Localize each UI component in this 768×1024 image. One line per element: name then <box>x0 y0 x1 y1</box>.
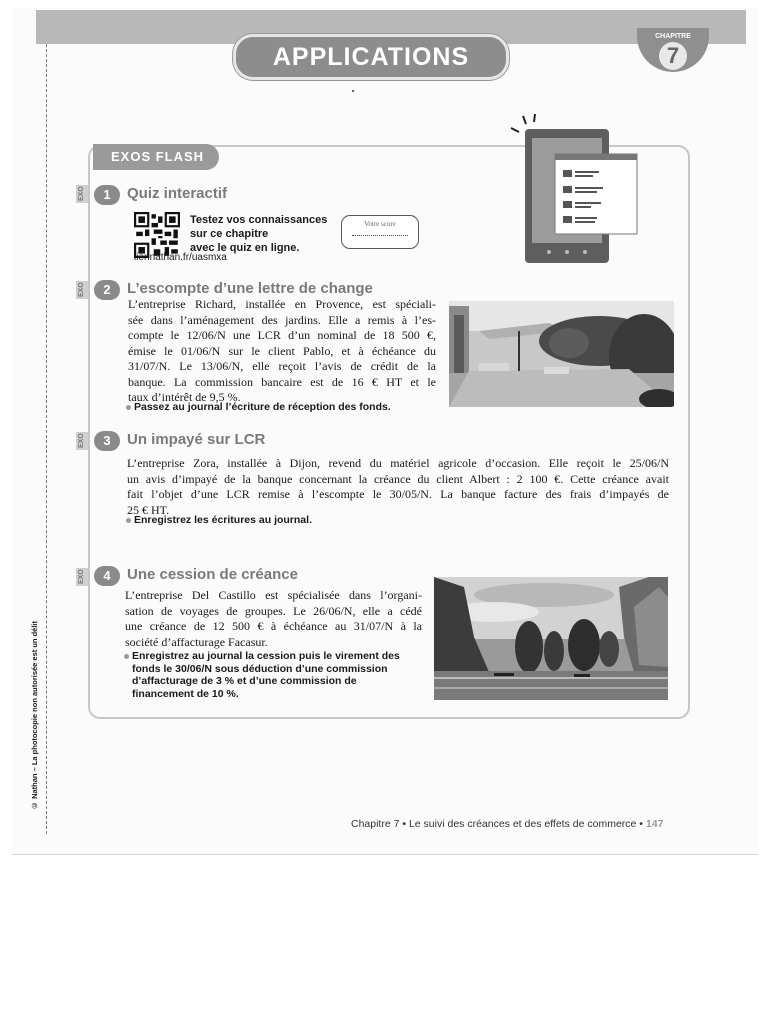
exo-side-tag: EXO <box>76 432 88 450</box>
binding-line <box>46 14 47 834</box>
exo-3-title: Un impayé sur LCR <box>127 431 266 448</box>
page-footer <box>351 818 663 830</box>
page-number: 147 <box>645 818 664 830</box>
chapter-word: CHAPITRE <box>655 33 691 40</box>
score-label: Votre score <box>364 220 396 228</box>
text-line: L’entreprise Richard, installée en Provence, est spéciali- <box>128 297 436 311</box>
exo-4-paragraph <box>125 588 422 650</box>
footer-text: Chapitre 7 • Le suivi des créances et des effets de commerce • <box>351 818 643 830</box>
exo-2-task <box>126 401 391 414</box>
task-line: d’affacturage de 3 % et d’une commission de <box>132 675 357 687</box>
exo-4-task <box>124 650 400 700</box>
exo-3-paragraph <box>127 456 669 518</box>
copyright-notice: © Nathan – La photocopie non autorisée est un délit <box>30 620 39 810</box>
speck <box>352 90 354 92</box>
lake-cliffs-photo <box>434 577 668 700</box>
quiz-instructions <box>190 213 327 255</box>
text-line: société d’affacturage Facasur. <box>125 634 268 649</box>
exo-side-tag: EXO <box>76 568 88 586</box>
exo-3-number: 3 <box>94 431 120 451</box>
garden-photo <box>449 301 674 407</box>
task-line: Passez au journal l’écriture de réception des fonds. <box>134 401 391 413</box>
exo-2-number: 2 <box>94 280 120 300</box>
task-line: fonds le 30/06/N sous déduction d’une commission <box>132 662 388 675</box>
text-line: 25 € HT. <box>127 502 170 517</box>
exo-1-title: Quiz interactif <box>127 185 228 202</box>
text-line: émise le 01/06/N sur le client Pablo, et à échéance du <box>128 343 436 358</box>
chapter-number: 7 <box>659 42 687 70</box>
exo-1-number: 1 <box>94 185 120 205</box>
exo-2-paragraph <box>128 297 436 406</box>
exo-3-task <box>126 514 312 527</box>
exos-flash-tab: EXOS FLASH <box>93 144 219 170</box>
text-line: banque. La commission bancaire est de 16 € HT et le <box>128 374 436 389</box>
quiz-line: sur ce chapitre <box>190 228 269 240</box>
task-line: Enregistrez au journal la cession puis le virement des <box>132 650 400 662</box>
text-line: sée dans l’aménagement des jardins. Elle a remis à l’es- <box>128 312 436 327</box>
smartphone-quiz-icon <box>505 112 645 267</box>
page-title: APPLICATIONS <box>233 34 509 80</box>
bullet-icon <box>124 654 129 659</box>
text-line: sation de voyages de groupes. Le 26/06/N, elle a cédé <box>125 603 422 618</box>
exo-side-tag: EXO <box>76 281 88 299</box>
text-line: une créance de 12 500 € à échéance au 31/07/N à la <box>125 619 422 633</box>
text-line: un avis d’impayé de la banque concernant la créance du client Albert : 2 100 €. Cette créance avait <box>127 471 669 486</box>
exo-4-title: Une cession de créance <box>127 566 298 583</box>
task-line: Enregistrez les écritures au journal. <box>134 514 312 526</box>
exo-side-tag: EXO <box>76 185 88 203</box>
quiz-link[interactable]: liennathan.fr/uasmxa <box>134 252 227 263</box>
text-line: L’entreprise Zora, installée à Dijon, revend du matériel agricole d’occasion. Elle reçoit le 25/06/N <box>127 456 669 470</box>
quiz-line: avec le quiz en ligne. <box>190 242 300 254</box>
text-line: L’entreprise Del Castillo est spécialisée dans l’organi- <box>125 588 422 602</box>
bullet-icon <box>126 518 131 523</box>
text-line: compte le 12/06/N une LCR d’un nominal de 18 500 €, <box>128 328 436 342</box>
exo-4-number: 4 <box>94 566 120 586</box>
bullet-icon <box>126 405 131 410</box>
score-dotted-line <box>352 235 408 236</box>
text-line: fait l’objet d’une LCR remise à l’escompte le 30/05/N. La banque facture des frais d’impayés de <box>127 487 669 501</box>
exo-2-title: L’escompte d’une lettre de change <box>127 280 373 297</box>
score-box <box>341 215 419 249</box>
quiz-line: Testez vos connaissances <box>190 214 328 226</box>
task-line: financement de 10 %. <box>132 687 239 700</box>
text-line: 31/07/N. Le 13/06/N, elle reçoit l’avis de crédit de la <box>128 359 436 373</box>
text-line: taux d’intérêt de 9,5 %. <box>128 390 241 404</box>
